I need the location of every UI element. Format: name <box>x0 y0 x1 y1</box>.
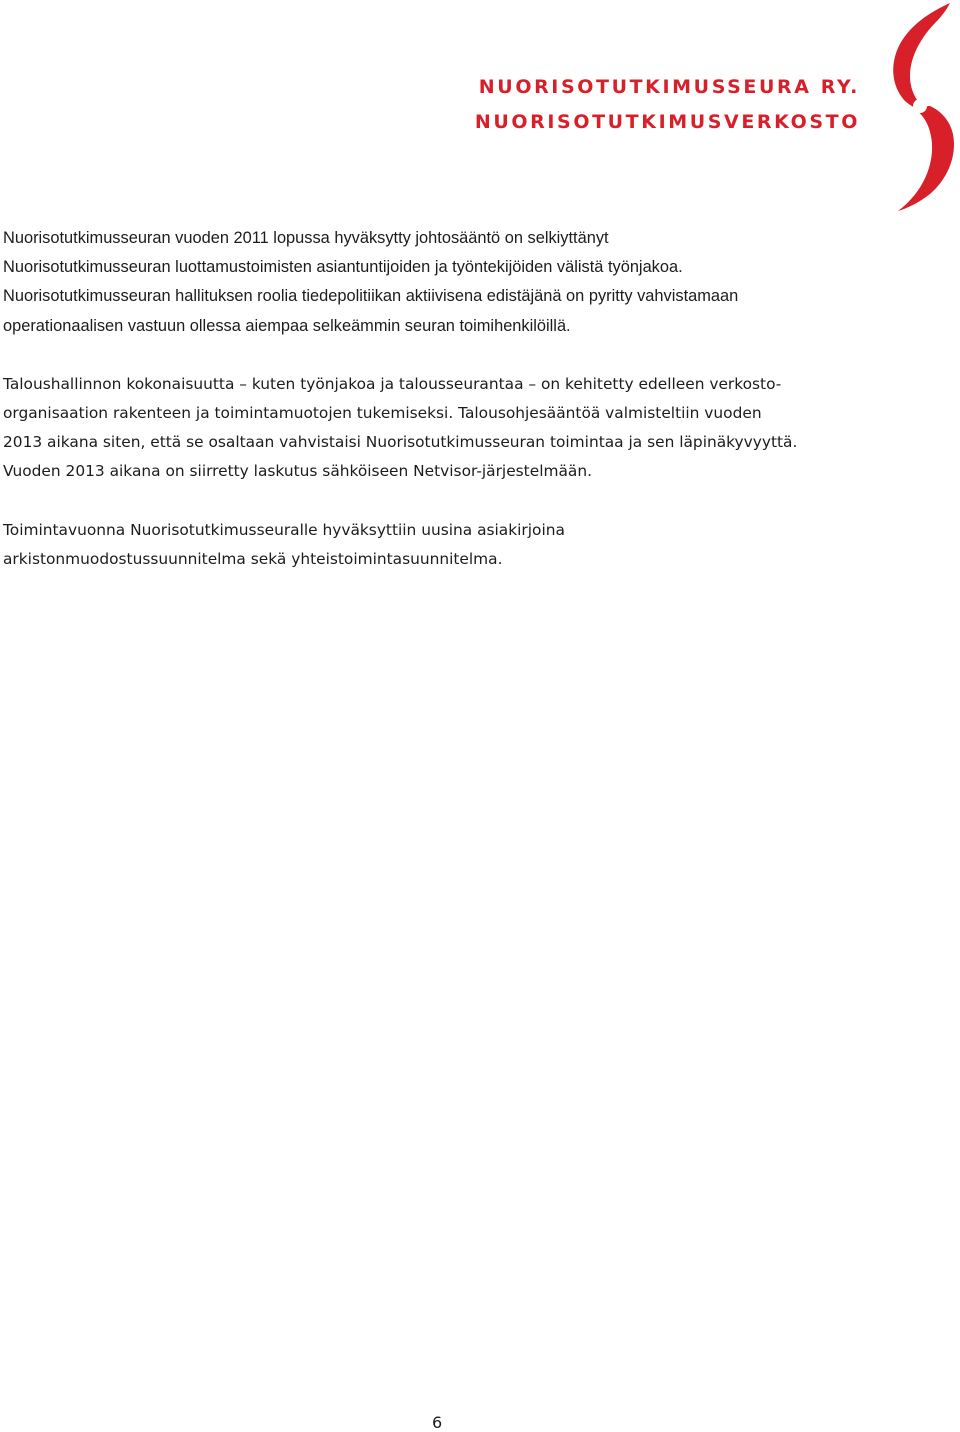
text-line: organisaation rakenteen ja toimintamuotojen tukemiseksi. Talousohjesääntöä valmisteltiin vuoden <box>3 404 762 423</box>
text-line: Nuorisotutkimusseuran hallituksen roolia tiedepolitiikan aktiivisena edistäjänä on pyritty vahvistamaan <box>3 287 739 306</box>
text-line: Vuoden 2013 aikana on siirretty laskutus sähköiseen Netvisor-järjestelmään. <box>3 462 592 481</box>
text-line: 2013 aikana siten, että se osaltaan vahvistaisi Nuorisotutkimusseuran toimintaa ja sen läpinäkyvyyttä. <box>3 433 798 452</box>
text-line: Nuorisotutkimusseuran vuoden 2011 lopussa hyväksytty johtosääntö on selkiyttänyt <box>3 229 609 247</box>
text-line: Toimintavuonna Nuorisotutkimusseuralle hyväksyttiin uusina asiakirjoina <box>3 520 565 539</box>
paragraph-governance <box>3 224 903 341</box>
text-line: operationaalisen vastuun ollessa aiempaa selkeämmin seuran toimihenkilöillä. <box>3 316 571 335</box>
red-s-swirl-logo-icon <box>890 2 956 212</box>
org-name-secondary: NUORISOTUTKIMUSVERKOSTO <box>474 111 860 133</box>
text-line: Nuorisotutkimusseuran luottamustoimisten asiantuntijoiden ja työntekijöiden välistä työnjakoa. <box>3 258 683 277</box>
text-line: Taloushallinnon kokonaisuutta – kuten työnjakoa ja talousseurantaa – on kehitetty edelleen verkosto- <box>3 374 782 393</box>
paragraph-documents <box>3 516 903 574</box>
page-number: 6 <box>432 1413 443 1432</box>
text-line: arkistonmuodostussuunnitelma sekä yhteistoimintasuunnitelma. <box>3 549 503 568</box>
org-name-primary: NUORISOTUTKIMUSSEURA RY. <box>478 76 860 98</box>
paragraph-finance <box>3 370 903 487</box>
page-header <box>0 0 960 215</box>
document-body <box>3 224 903 574</box>
